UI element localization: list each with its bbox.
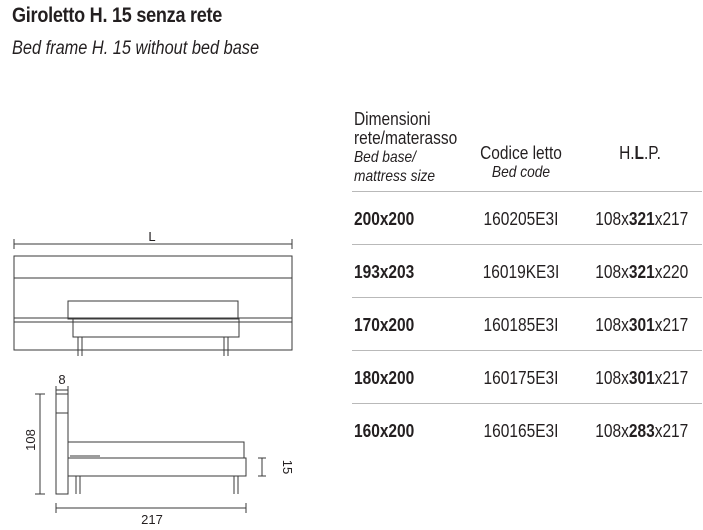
column-header-size-en: Bed base/	[354, 149, 416, 166]
row-2-size: 193x203	[354, 262, 415, 282]
side-view-drawing	[56, 394, 246, 494]
row-5-h: 108x	[595, 421, 629, 441]
column-header-size-it-2: rete/materasso	[354, 128, 458, 148]
row-1-hlp	[595, 209, 689, 229]
row-4-l: 301	[628, 368, 655, 388]
side-view-headboard-dimension	[56, 386, 68, 394]
side-view-height-label: 108	[23, 429, 38, 451]
column-header-code-it: Codice letto	[480, 143, 562, 163]
column-header-hlp-p: .P.	[644, 143, 661, 163]
column-header-hlp	[588, 144, 692, 163]
column-header-size-en-2: mattress size	[354, 168, 436, 185]
column-header-hlp-l: L	[634, 143, 645, 163]
column-header-size-it: Dimensioni	[354, 109, 431, 129]
row-3-code: 160185E3I	[483, 315, 559, 335]
column-header-hlp-h: H.	[619, 143, 635, 163]
row-4-p: x217	[654, 368, 689, 388]
side-view-frame-height-label: 15	[280, 459, 295, 475]
row-5-p: x217	[654, 421, 689, 441]
column-header-code	[468, 144, 574, 182]
row-3-hlp	[595, 315, 689, 335]
row-3-l: 301	[628, 315, 655, 335]
row-1-size: 200x200	[354, 209, 415, 229]
row-3-p: x217	[654, 315, 689, 335]
row-1-h: 108x	[595, 209, 629, 229]
row-2-code: 16019KE3I	[482, 262, 560, 282]
front-view-width-label: L	[148, 229, 156, 244]
page-title: Giroletto H. 15 senza rete	[12, 4, 223, 27]
table-rule	[352, 244, 702, 245]
row-2-l: 321	[628, 262, 655, 282]
side-view-headboard-label: 8	[58, 372, 66, 387]
row-1-code: 160205E3I	[483, 209, 559, 229]
table-rule	[352, 191, 702, 192]
row-5-hlp	[595, 421, 689, 441]
row-4-size: 180x200	[354, 368, 415, 388]
table-rule	[352, 350, 702, 351]
row-1-l: 321	[628, 209, 655, 229]
column-header-size	[354, 110, 474, 186]
row-2-hlp	[595, 262, 689, 282]
front-view-drawing	[14, 256, 292, 356]
row-5-l: 283	[628, 421, 655, 441]
row-5-code: 160165E3I	[483, 421, 559, 441]
row-4-hlp	[595, 368, 689, 388]
table-rule	[352, 403, 702, 404]
row-3-size: 170x200	[354, 315, 415, 335]
row-5-size: 160x200	[354, 421, 415, 441]
column-header-code-en: Bed code	[491, 164, 551, 181]
side-view-frame-height-dimension	[258, 458, 266, 476]
row-2-p: x220	[654, 262, 689, 282]
table-rule	[352, 297, 702, 298]
row-2-h: 108x	[595, 262, 629, 282]
page-subtitle: Bed frame H. 15 without bed base	[12, 38, 260, 59]
row-4-h: 108x	[595, 368, 629, 388]
row-3-h: 108x	[595, 315, 629, 335]
row-4-code: 160175E3I	[483, 368, 559, 388]
side-view-depth-label: 217	[141, 512, 163, 527]
row-1-p: x217	[654, 209, 689, 229]
